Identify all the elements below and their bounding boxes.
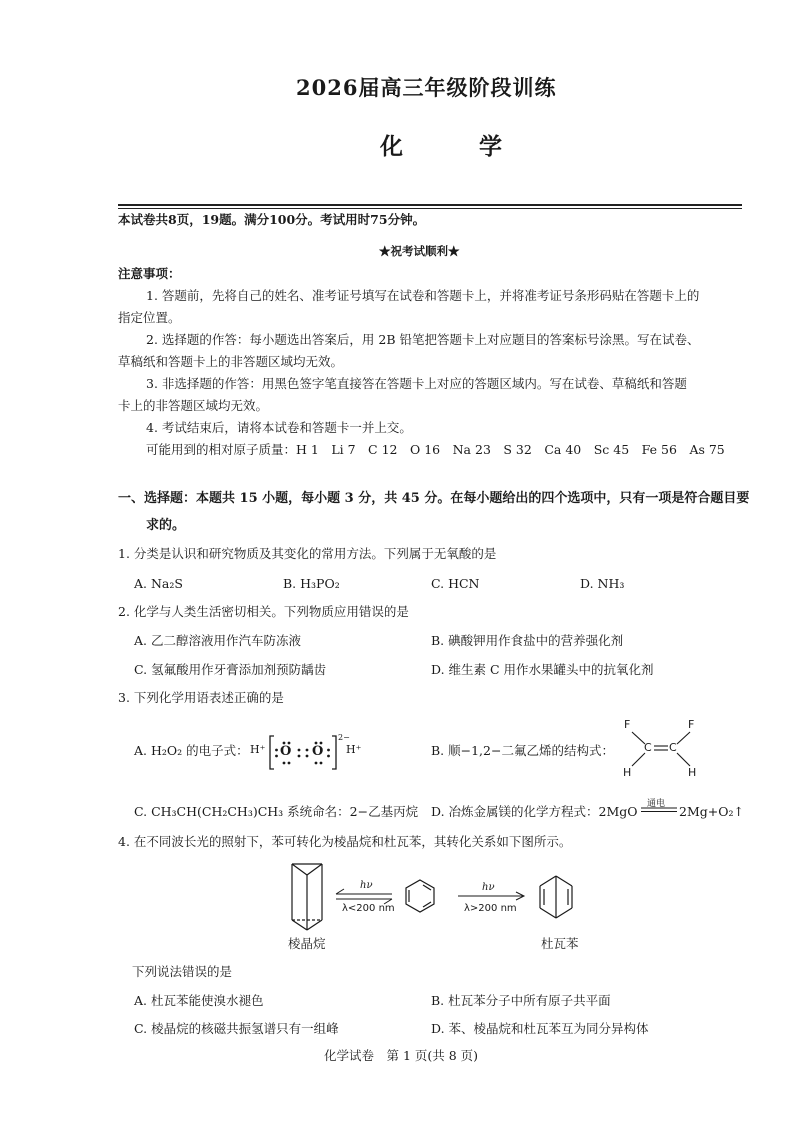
q1-option-b: B. H₃PO₂	[283, 576, 340, 591]
header-rule-thin	[118, 208, 742, 209]
section-heading-cont: 求的。	[146, 518, 186, 533]
q3-option-b-text: B. 顺−1,2−二氟乙烯的结构式：	[431, 743, 614, 758]
q3-stem: 3. 下列化学用语表述正确的是	[118, 690, 284, 705]
notice-item-4: 4. 考试结束后，请将本试卷和答题卡一并上交。	[146, 420, 412, 435]
hydrogen-1: H	[623, 766, 632, 779]
section-heading: 一、选择题：本题共 15 小题，每小题 3 分，共 45 分。在每小题给出的四个选项中，只有一项是符合题目要	[118, 491, 750, 506]
oxygen-atom-1: O	[280, 744, 292, 759]
q4-option-b: B. 杜瓦苯分子中所有原子共平面	[431, 993, 611, 1008]
notice-item-1: 1. 答题前，先将自己的姓名、准考证号填写在试卷和答题卡上，并将准考证号条形码贴在答题卡上的	[146, 288, 700, 303]
notice-item-2: 2. 选择题的作答：每小题选出答案后，用 2B 铅笔把答题卡上对应题目的答案标号涂黑。写在试卷、	[146, 332, 700, 347]
q2-option-a: A. 乙二醇溶液用作汽车防冻液	[134, 633, 301, 648]
carbon-1: C	[644, 741, 652, 754]
benzene-structure	[406, 880, 434, 912]
page-footer: 化学试卷 第 1 页(共 8 页)	[324, 1048, 479, 1063]
prismane-structure	[292, 864, 322, 930]
q4-option-c: C. 棱晶烷的核磁共振氢谱只有一组峰	[134, 1021, 339, 1036]
notice-item-2-cont: 草稿纸和答题卡上的非答题区域均无效。	[118, 354, 344, 369]
dewar-benzene-structure	[540, 876, 572, 918]
q4-option-d: D. 苯、棱晶烷和杜瓦苯互为同分异构体	[431, 1021, 649, 1036]
q1-option-d: D. NH₃	[580, 576, 625, 591]
exam-info: 本试卷共8页，19题。满分100分。考试用时75分钟。	[118, 212, 426, 227]
q1-stem: 1. 分类是认识和研究物质及其变化的常用方法。下列属于无氧酸的是	[118, 546, 497, 561]
prismane-label: 棱晶烷	[288, 936, 326, 951]
lambda-label-1: λ<200 nm	[342, 903, 395, 914]
dewar-benzene-label: 杜瓦苯	[541, 936, 579, 951]
h2o2-h-left: H⁺	[250, 743, 266, 756]
q4-question: 下列说法错误的是	[132, 964, 233, 979]
exam-title: 2026届高三年级阶段训练	[296, 75, 557, 100]
good-luck-banner: ★祝考试顺利★	[379, 244, 460, 258]
q2-option-b: B. 碘酸钾用作食盐中的营养强化剂	[431, 633, 624, 648]
q2-stem: 2. 化学与人类生活密切相关。下列物质应用错误的是	[118, 604, 409, 619]
condition-label: 通电	[647, 799, 666, 809]
q3-option-a-text: A. H₂O₂ 的电子式：	[134, 743, 249, 758]
h2o2-electron-formula	[250, 733, 360, 773]
q4-stem: 4. 在不同波长光的照射下，苯可转化为棱晶烷和杜瓦苯，其转化关系如下图所示。	[118, 834, 572, 849]
subject-title: 化 学	[380, 133, 537, 160]
atomic-masses: 可能用到的相对原子质量：H 1 Li 7 C 12 O 16 Na 23 S 32 Ca 40 Sc 45 Fe 56 As 75	[146, 442, 725, 457]
electrolysis-condition	[641, 796, 677, 820]
fluorine-1: F	[624, 718, 631, 731]
lambda-label-2: λ>200 nm	[464, 903, 517, 914]
q2-option-d: D. 维生素 C 用作水果罐头中的抗氧化剂	[431, 662, 654, 677]
fluorine-2: F	[688, 718, 695, 731]
hydrogen-2: H	[688, 766, 697, 779]
notice-item-1-cont: 指定位置。	[118, 310, 181, 325]
equals-sign	[641, 806, 677, 814]
q1-option-c: C. HCN	[431, 576, 480, 591]
notice-heading: 注意事项：	[118, 266, 181, 281]
q2-option-c: C. 氢氟酸用作牙膏添加剂预防龋齿	[134, 662, 327, 677]
hv-label-2: hν	[482, 882, 495, 893]
peroxide-charge: 2−	[338, 733, 350, 742]
oxygen-atom-2: O	[312, 744, 324, 759]
notice-item-3: 3. 非选择题的作答：用黑色签字笔直接答在答题卡上对应的答题区域内。写在试卷、草稿纸和答题	[146, 376, 687, 391]
equilibrium-arrows	[336, 889, 392, 904]
q3-option-d-text: D. 冶炼金属镁的化学方程式：2MgO	[431, 804, 638, 819]
carbon-2: C	[669, 741, 677, 754]
forward-arrow	[458, 892, 524, 900]
difluoroethylene-structure	[618, 718, 708, 782]
header-rule-thick	[118, 204, 742, 206]
q1-option-a: A. Na₂S	[134, 576, 183, 591]
hv-label-1: hν	[360, 880, 373, 891]
q4-option-a: A. 杜瓦苯能使溴水褪色	[134, 993, 264, 1008]
h2o2-h-right: H⁺	[346, 743, 362, 756]
q3-option-d-products: 2Mg+O₂↑	[679, 804, 744, 819]
q3-option-c: C. CH₃CH(CH₂CH₃)CH₃ 系统命名：2−乙基丙烷	[134, 804, 419, 819]
notice-item-3-cont: 卡上的非答题区域均无效。	[118, 398, 269, 413]
